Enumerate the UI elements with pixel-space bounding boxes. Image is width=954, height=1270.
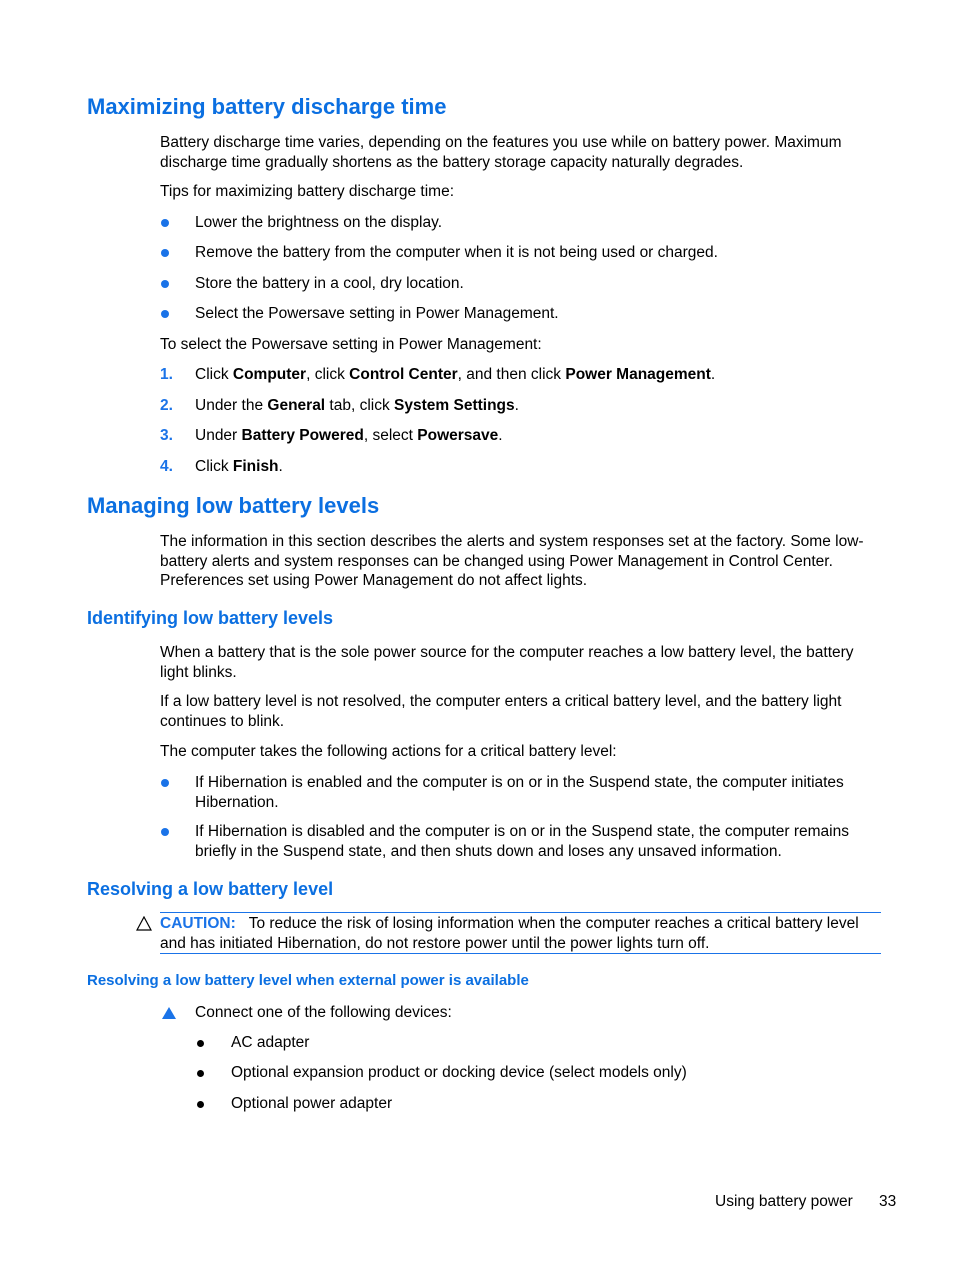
bullet-icon — [161, 219, 169, 227]
step-text: Under Battery Powered, select Powersave. — [195, 427, 503, 444]
subsection-heading-identifying: Identifying low battery levels — [87, 608, 334, 628]
caution-label: CAUTION: — [160, 915, 236, 932]
device-item: Optional power adapter — [231, 1095, 393, 1112]
paragraph-steps-lead: To select the Powersave setting in Power Management: — [160, 336, 542, 353]
bullet-icon — [161, 779, 169, 787]
step-text: Click Computer, click Control Center, and then click Power Management. — [195, 366, 716, 383]
action-item: If Hibernation is disabled and the computer is on or in the Suspend state, the computer remains briefly in the Suspend state, and then shuts down and loses any unsaved information. — [195, 823, 849, 860]
page-number: 33 — [879, 1193, 897, 1210]
tip-item: Remove the battery from the computer when it is not being used or charged. — [195, 244, 718, 261]
step-number: 2. — [160, 397, 173, 414]
paragraph-discharge-intro: Battery discharge time varies, depending on the features you use while on battery power. Maximum discharge time gradually shortens as the battery storage capacity naturally degrades. — [160, 134, 842, 171]
device-item: Optional expansion product or docking device (select models only) — [231, 1064, 687, 1081]
action-item: If Hibernation is enabled and the computer is on or in the Suspend state, the computer initiates Hibernation. — [195, 774, 844, 811]
paragraph-identifying-3: The computer takes the following actions for a critical battery level: — [160, 743, 617, 760]
tip-item: Lower the brightness on the display. — [195, 214, 443, 231]
paragraph-managing-intro: The information in this section describes the alerts and system responses set at the factory. Some low-battery alerts and system responses can be changed using Power Management in Control Center. Preferences set using Power Management do not affect lights. — [160, 533, 864, 589]
tip-item: Select the Powersave setting in Power Management. — [195, 305, 559, 322]
section-heading-managing: Managing low battery levels — [87, 493, 380, 518]
step-number: 4. — [160, 458, 173, 475]
step-text: Click Finish. — [195, 458, 283, 475]
caution-top-rule — [160, 912, 881, 913]
triangle-step-icon — [162, 1007, 176, 1019]
caution-triangle-icon — [136, 916, 152, 931]
bullet-icon — [197, 1040, 204, 1047]
step-number: 3. — [160, 427, 173, 444]
paragraph-identifying-1: When a battery that is the sole power source for the computer reaches a low battery level, the battery light blinks. — [160, 644, 854, 681]
step-number: 1. — [160, 366, 173, 383]
caution-text: To reduce the risk of losing information when the computer reaches a critical battery level and has initiated Hibernation, do not restore power until the power lights turn off. — [160, 915, 859, 952]
device-item: AC adapter — [231, 1034, 310, 1051]
paragraph-tips-lead: Tips for maximizing battery discharge time: — [160, 183, 455, 200]
paragraph-identifying-2: If a low battery level is not resolved, the computer enters a critical battery level, and the battery light continues to blink. — [160, 693, 842, 730]
subsubsection-heading-external-power: Resolving a low battery level when external power is available — [87, 972, 529, 989]
connect-step: Connect one of the following devices: — [195, 1004, 452, 1021]
footer-section-title: Using battery power — [715, 1193, 853, 1210]
bullet-icon — [161, 310, 169, 318]
bullet-icon — [161, 828, 169, 836]
bullet-icon — [197, 1101, 204, 1108]
tip-item: Store the battery in a cool, dry location. — [195, 275, 464, 292]
step-text: Under the General tab, click System Settings. — [195, 397, 519, 414]
caution-note — [160, 914, 882, 953]
bullet-icon — [161, 249, 169, 257]
caution-bottom-rule — [160, 953, 881, 954]
section-heading-maximizing: Maximizing battery discharge time — [87, 94, 447, 119]
bullet-icon — [197, 1070, 204, 1077]
bullet-icon — [161, 280, 169, 288]
subsection-heading-resolving: Resolving a low battery level — [87, 879, 334, 899]
